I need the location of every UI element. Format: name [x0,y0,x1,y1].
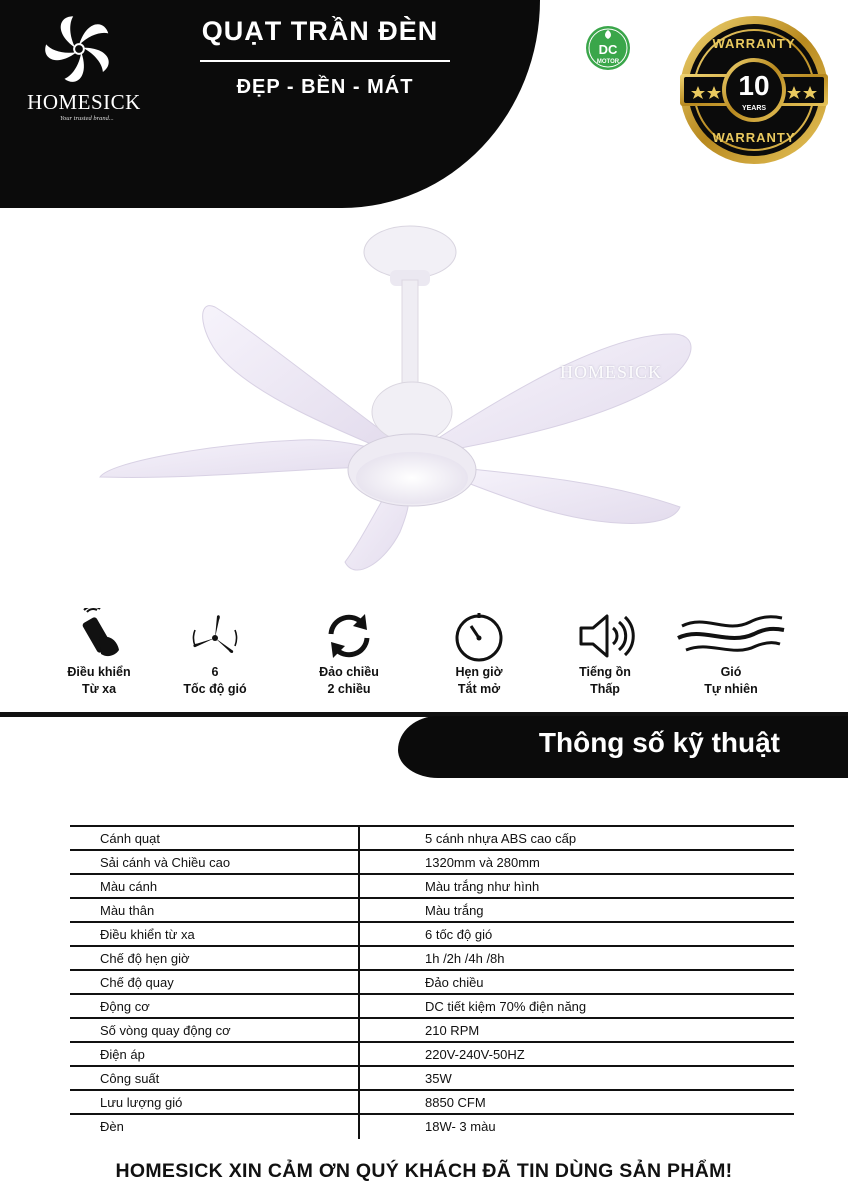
table-row [70,1065,794,1089]
table-row [70,1089,794,1113]
image-watermark: HOMESICK [560,362,663,382]
page-subtitle: ĐẸP - BỀN - MÁT [236,76,414,98]
spec-value: 8850 CFM [425,1095,486,1110]
dc-badge-sublabel: MOTOR [596,59,620,65]
feature-label-line1: Tiếng ồn [579,665,631,679]
table-row [70,969,794,993]
feature-label-line1: Gió [720,665,742,679]
spec-value: Đảo chiều [425,975,484,990]
feature-label-line1: Điều khiển [67,665,131,679]
spec-label: Màu cánh [100,879,158,894]
spec-value: 35W [425,1071,452,1086]
spec-table [70,825,794,1137]
table-row [70,945,794,969]
spec-value: 220V-240V-50HZ [425,1047,525,1062]
feature-label-line2: Tốc độ gió [183,682,247,696]
low-noise-icon [575,608,635,664]
feature-label-line2: Thấp [590,682,620,696]
spec-value: 1h /2h /4h /8h [425,951,505,966]
remote-control-icon [69,608,129,664]
spec-label: Công suất [100,1071,160,1086]
feature-label-line1: Đảo chiều [319,665,379,679]
spec-label: Chế độ quay [100,975,174,990]
footer-thanks: HOMESICK XIN CẢM ƠN QUÝ KHÁCH ĐÃ TIN DÙNG SẢN PHẨM! [115,1160,733,1182]
spec-value: 210 RPM [425,1023,480,1038]
table-row [70,825,794,849]
feature-label-line1: 6 [211,665,219,679]
spec-value: 5 cánh nhựa ABS cao cấp [425,831,577,846]
feature-label-line2: Tắt mở [457,682,501,696]
feature-timer [424,608,534,698]
brand-tagline: Your trusted brand... [60,115,114,122]
timer-icon [449,608,509,664]
spec-label: Đèn [100,1119,124,1134]
brand-name: HOMESICK [27,90,141,114]
spec-label: Điện áp [100,1047,145,1062]
table-row [70,849,794,873]
feature-speed [160,608,270,698]
spec-value: Màu trắng như hình [425,879,540,894]
title-divider [200,60,450,62]
table-row [70,921,794,945]
table-row [70,993,794,1017]
spec-label: Sải cánh và Chiều cao [100,855,231,870]
spec-label: Cánh quạt [100,831,160,846]
fan-speed-icon [185,608,245,664]
spec-heading: Thông số kỹ thuật [538,727,780,758]
spec-value: 1320mm và 280mm [425,855,540,870]
spec-value: DC tiết kiệm 70% điện năng [425,999,587,1014]
page-title: QUẠT TRẦN ĐÈN [201,16,439,46]
warranty-years: YEARS [741,105,767,112]
spec-value: Màu trắng [425,903,484,918]
feature-label-line2: 2 chiều [327,682,371,696]
feature-natural-wind [676,608,786,698]
spec-label: Chế độ hẹn giờ [100,951,190,966]
warranty-label-top: WARRANTY [712,36,796,51]
table-row [70,1017,794,1041]
dc-badge-label: DC [598,42,618,57]
warranty-badge [676,12,832,168]
spec-label: Điều khiển từ xa [100,927,195,942]
spec-label: Động cơ [100,999,150,1014]
spec-value: 18W- 3 màu [425,1119,496,1134]
ceiling-fan-image [90,212,710,592]
natural-wind-icon [676,608,786,664]
warranty-label-bottom: WARRANTY [712,130,796,145]
table-row [70,897,794,921]
spec-label: Màu thân [100,903,155,918]
feature-label-line2: Từ xa [81,682,117,696]
warranty-number: 10 [738,70,770,101]
feature-label-line1: Hẹn giờ [455,665,503,679]
feature-low-noise [550,608,660,698]
table-row [70,1113,794,1137]
spec-label: Lưu lượng gió [100,1095,183,1110]
feature-remote [44,608,154,698]
table-row [70,1041,794,1065]
brand-logo-icon [40,10,118,88]
reverse-rotation-icon [319,608,379,664]
spec-value: 6 tốc độ gió [425,927,493,942]
feature-reverse [294,608,404,698]
spec-label: Số vòng quay động cơ [100,1023,231,1038]
feature-label-line2: Tự nhiên [704,682,758,696]
table-row [70,873,794,897]
dc-motor-badge [584,24,632,72]
